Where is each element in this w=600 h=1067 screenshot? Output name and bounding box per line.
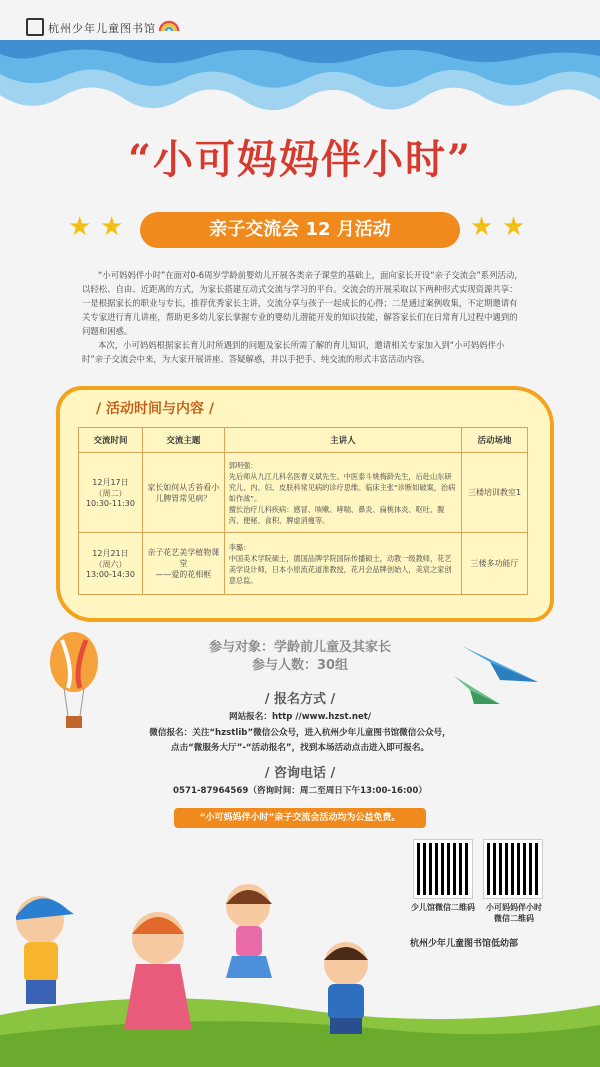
website-line: 网站报名：http //www.hzst.net/ (228, 712, 372, 722)
phone-line: 0571-87964569（咨询时间：周二至周日下午13:00-16:00） (173, 786, 427, 796)
col-header: 交流主题 (142, 428, 224, 453)
table-header-row (79, 428, 528, 453)
page-title: “小可妈妈伴小时” (127, 136, 472, 183)
intro-text (82, 268, 524, 366)
cloud-banner (0, 40, 600, 130)
col-header: 主讲人 (224, 428, 461, 453)
subtitle-banner: 亲子交流会 12 月活动 (140, 212, 460, 248)
cell-venue: 三楼培训教室1 (462, 453, 528, 533)
rainbow-icon (158, 16, 180, 32)
library-logo-icon (26, 18, 44, 36)
star-icon: ★ (502, 212, 526, 242)
qr-code-icon (484, 840, 542, 898)
qr-code-icon (414, 840, 472, 898)
qr-caption: 微信二维码 (494, 914, 534, 923)
qr-caption: 少儿馆微信二维码 (411, 903, 475, 912)
qr-caption: 小可妈妈伴小时 (486, 903, 542, 912)
cell-topic: 家长如何从舌苔看小儿脾胃常见病？ (142, 453, 224, 533)
cell-time: 12月21日 （周六） 13:00-14:30 (79, 533, 143, 595)
star-icon: ★ (470, 212, 494, 242)
cell-speaker: 李璐： 中国美术学院硕士，德国品牌学院国际传播硕士，动教一级教师，花艺美学设计师，日本小原流花道准教授，花月会品牌创始人，美宸之家创意总监。 (224, 533, 461, 595)
star-icon: ★ (100, 212, 124, 242)
footer-org: 杭州少年儿童图书馆低幼部 (410, 939, 519, 949)
cell-topic: 亲子花艺美学植物课堂 ——爱的花相框 (142, 533, 224, 595)
col-header: 交流时间 (79, 428, 143, 453)
intro-paragraph: 本次，小可妈妈根据家长育儿时所遇到的问题及家长所需了解的育儿知识，邀请相关专家加入到“小可妈妈伴小时”亲子交流会中来，为大家开展讲座、答疑解惑，并以手把手、纯交流的形式丰富活动内容。 (82, 340, 505, 364)
col-header: 活动场地 (462, 428, 528, 453)
free-note: “小可妈妈伴小时”亲子交流会活动均为公益免费。 (174, 808, 426, 828)
cell-speaker: 郭明强： 先后师从九江儿科名医曹义斌先生、中医泰斗姚梅龄先生，后赴山东研究儿、内、妇、皮肤科常见病的诊疗思维。临床主张“诊断如破案，治病如作战”。 擅长治疗儿科疾病：感冒、咳嗽、哮喘、鼻炎、扁桃体炎、呕吐、腹泻、便秘、食积、脾虚消瘦等。 (224, 453, 461, 533)
registration-title: / 报名方式 / (264, 692, 336, 707)
wechat-line: 微信报名：关注“hzstlib”微信公众号，进入杭州少年儿童图书馆微信公众号， (149, 728, 451, 738)
org-name: 杭州少年儿童图书馆 (48, 22, 156, 35)
table-row (79, 453, 528, 533)
consult-title: / 咨询电话 / (264, 766, 336, 781)
target-audience: 参与对象：学龄前儿童及其家长 (208, 640, 391, 655)
table-row (79, 533, 528, 595)
intro-paragraph: “小可妈妈伴小时”在面对0-6周岁学龄前婴幼儿开展各类亲子课堂的基础上，面向家长开设“亲子交流会”系列活动，以轻松、自由、近距离的方式，为家长搭建互动式交流与学习的平台。交流会的开展采取以下两种形式实现资源共享：一是根据家长的职业与专长，推荐优秀家长主讲，交流分享与孩子一起成长的心得；二是通过案例收集，不定期邀请有关专家进行育儿讲座，帮助更多幼儿家长掌握专业的婴幼儿潜能开发的知识技能，解答家长们在日常育儿过程中遇到的问题和困惑。 (82, 270, 523, 336)
children-illustration (0, 880, 380, 1060)
wechat-line: 点击“微服务大厅”-“活动报名”，找到本场活动点击进入即可报名。 (170, 743, 430, 753)
star-icon: ★ (68, 212, 92, 242)
schedule-title: / 活动时间与内容 / (96, 401, 214, 417)
cell-venue: 三楼多功能厅 (462, 533, 528, 595)
schedule-table (78, 427, 528, 595)
participant-count: 参与人数：30组 (251, 658, 349, 673)
cell-time: 12月17日 （周二） 10:30-11:30 (79, 453, 143, 533)
